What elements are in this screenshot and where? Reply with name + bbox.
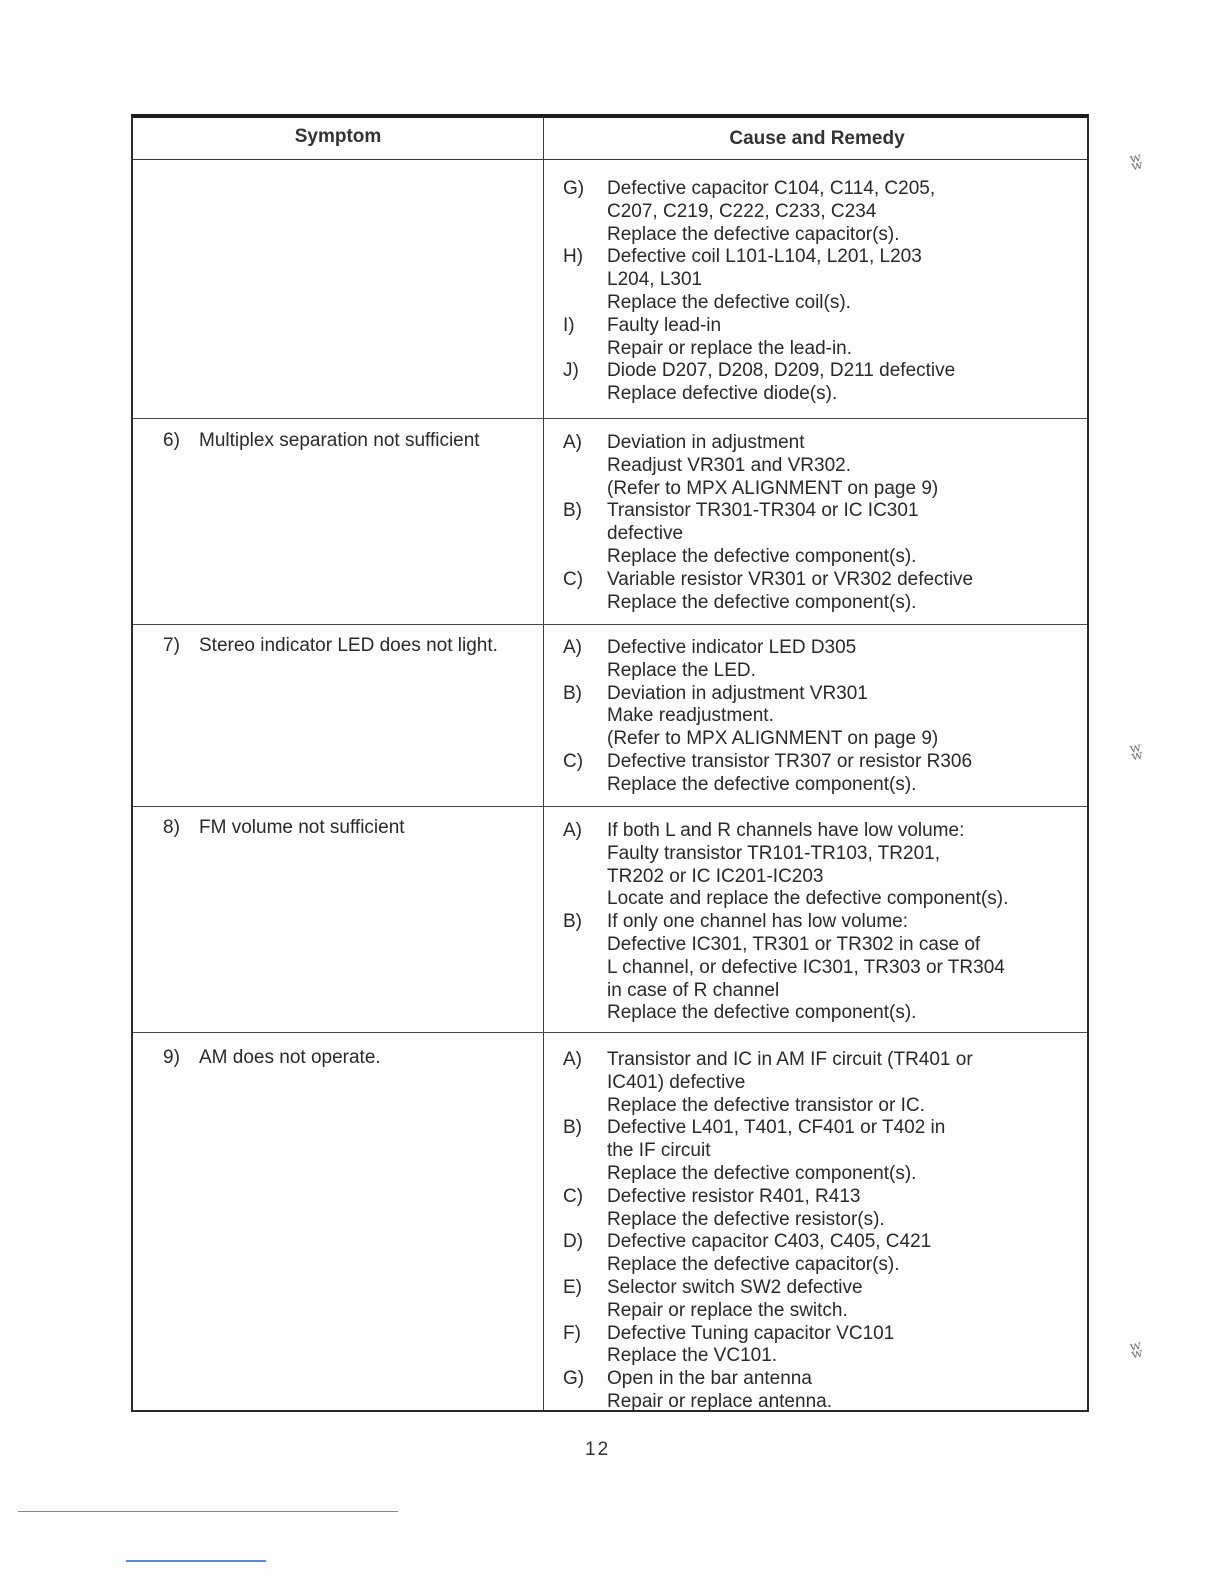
cause-item <box>563 637 1083 683</box>
column-divider <box>543 118 544 1410</box>
cause-line: Make readjustment. <box>607 705 774 727</box>
cause-line: in case of R channel <box>607 979 780 1001</box>
cause-line: Defective resistor R401, R413 <box>607 1185 861 1207</box>
cause-line: Replace the defective component(s). <box>607 545 917 567</box>
header-cause-and-remedy: Cause and Remedy <box>729 128 905 149</box>
cause-letter: I) <box>563 314 575 336</box>
cause-letter: B) <box>563 682 582 704</box>
cause-item <box>563 751 1083 797</box>
cause-line: L204, L301 <box>607 269 703 291</box>
cause-line: Replace the VC101. <box>607 1345 778 1367</box>
cause-line: Defective Tuning capacitor VC101 <box>607 1322 895 1344</box>
cause-line: Selector switch SW2 defective <box>607 1276 863 1298</box>
cause-line: Faulty transistor TR101-TR103, TR201, <box>607 842 940 864</box>
cause-line: Replace the defective transistor or IC. <box>607 1094 925 1116</box>
symptom-text: Stereo indicator LED does not light. <box>199 635 498 656</box>
cause-line: Defective L401, T401, CF401 or T402 in <box>607 1117 946 1139</box>
cause-cell <box>563 432 1083 614</box>
scan-edge-line <box>18 1511 398 1512</box>
cause-item <box>563 500 1083 568</box>
cause-item <box>563 569 1083 615</box>
cause-letter: D) <box>563 1231 584 1253</box>
header-rule <box>133 159 1087 160</box>
cause-line: Open in the bar antenna <box>607 1368 812 1390</box>
cause-letter: F) <box>563 1322 581 1344</box>
cause-item <box>563 1368 1083 1414</box>
troubleshooting-table <box>131 114 1089 1412</box>
cause-line: Repair or replace the switch. <box>607 1299 848 1321</box>
cause-line: (Refer to MPX ALIGNMENT on page 9) <box>607 728 939 750</box>
symptom-text: FM volume not sufficient <box>199 817 405 838</box>
cause-cell <box>563 178 1083 406</box>
cause-item <box>563 1231 1083 1277</box>
cause-item <box>563 911 1083 1025</box>
cause-line: Defective transistor TR307 or resistor R306 <box>607 750 973 772</box>
cause-line: Defective coil L101-L104, L201, L203 <box>607 246 922 268</box>
row-divider <box>133 624 1087 625</box>
cause-line: Replace the defective component(s). <box>607 1002 917 1024</box>
symptom-text: AM does not operate. <box>199 1047 381 1068</box>
cause-line: Transistor TR301-TR304 or IC IC301 <box>607 500 919 522</box>
cause-item <box>563 178 1083 246</box>
cause-letter: C) <box>563 750 584 772</box>
binding-hole-mark: ʬ <box>1127 1336 1146 1365</box>
row-divider <box>133 1032 1087 1033</box>
cause-line: TR202 or IC IC201-IC203 <box>607 865 824 887</box>
row-divider <box>133 806 1087 807</box>
cause-line: Replace the LED. <box>607 659 756 681</box>
symptom-number: 8) <box>163 817 180 838</box>
cause-line: Deviation in adjustment <box>607 432 805 453</box>
cause-item <box>563 1277 1083 1323</box>
cause-item <box>563 432 1083 500</box>
cause-line: Replace the defective resistor(s). <box>607 1208 885 1230</box>
cause-line: Diode D207, D208, D209, D211 defective <box>607 360 956 382</box>
cause-line: Faulty lead-in <box>607 314 722 336</box>
binding-hole-mark: ʬ <box>1127 148 1146 177</box>
cause-line: Deviation in adjustment VR301 <box>607 682 868 704</box>
cause-item <box>563 1117 1083 1185</box>
cause-line: Defective capacitor C104, C114, C205, <box>607 178 936 199</box>
cause-line: Repair or replace the lead-in. <box>607 337 853 359</box>
cause-line: Replace the defective component(s). <box>607 1162 917 1184</box>
page-number: 12 <box>585 1439 611 1460</box>
cause-item <box>563 246 1083 314</box>
cause-letter: J) <box>563 360 579 382</box>
cause-line: L channel, or defective IC301, TR303 or TR304 <box>607 956 1005 978</box>
cause-letter: A) <box>563 637 582 658</box>
cause-line: defective <box>607 523 684 545</box>
cause-letter: E) <box>563 1276 582 1298</box>
cause-line: (Refer to MPX ALIGNMENT on page 9) <box>607 477 939 499</box>
cause-item <box>563 1186 1083 1232</box>
cause-item <box>563 820 1083 911</box>
cause-line: If only one channel has low volume: <box>607 911 909 933</box>
cause-line: Transistor and IC in AM IF circuit (TR401 or <box>607 1049 973 1070</box>
symptom-number: 7) <box>163 635 180 656</box>
cause-item <box>563 1049 1083 1117</box>
cause-letter: H) <box>563 246 584 268</box>
cause-letter: B) <box>563 1117 582 1139</box>
cause-line: Replace the defective capacitor(s). <box>607 223 900 245</box>
cause-line: Replace the defective component(s). <box>607 773 917 795</box>
cause-letter: A) <box>563 820 582 841</box>
cause-cell <box>563 637 1083 797</box>
cause-line: Replace the defective component(s). <box>607 591 917 613</box>
cause-item <box>563 360 1083 406</box>
cause-letter: A) <box>563 1049 582 1070</box>
cause-line: If both L and R channels have low volume: <box>607 820 965 841</box>
cause-line: Readjust VR301 and VR302. <box>607 454 851 476</box>
cause-letter: A) <box>563 432 582 453</box>
cause-item <box>563 315 1083 361</box>
scan-artifact-line <box>126 1560 266 1562</box>
symptom-number: 9) <box>163 1047 180 1068</box>
cause-letter: G) <box>563 178 585 199</box>
cause-cell <box>563 1049 1083 1414</box>
cause-line: Replace the defective capacitor(s). <box>607 1254 900 1276</box>
cause-line: Variable resistor VR301 or VR302 defective <box>607 568 974 590</box>
cause-line: IC401) defective <box>607 1071 746 1093</box>
cause-line: Defective IC301, TR301 or TR302 in case of <box>607 933 981 955</box>
header-symptom: Symptom <box>294 126 382 147</box>
cause-letter: C) <box>563 1185 584 1207</box>
cause-line: the IF circuit <box>607 1140 711 1162</box>
cause-line: Locate and replace the defective component(s). <box>607 888 1009 910</box>
cause-item <box>563 683 1083 751</box>
cause-cell <box>563 820 1083 1025</box>
cause-line: Defective capacitor C403, C405, C421 <box>607 1231 932 1253</box>
cause-line: Defective indicator LED D305 <box>607 637 857 658</box>
cause-item <box>563 1323 1083 1369</box>
symptom-text: Multiplex separation not sufficient <box>199 430 480 451</box>
cause-line: Replace defective diode(s). <box>607 383 838 405</box>
cause-line: Replace the defective coil(s). <box>607 291 851 313</box>
cause-letter: B) <box>563 911 582 933</box>
cause-letter: C) <box>563 568 584 590</box>
symptom-number: 6) <box>163 430 180 451</box>
binding-hole-mark: ʬ <box>1127 738 1146 767</box>
cause-letter: G) <box>563 1368 585 1390</box>
row-divider <box>133 418 1087 419</box>
cause-line: Repair or replace antenna. <box>607 1390 832 1412</box>
cause-line: C207, C219, C222, C233, C234 <box>607 200 877 222</box>
cause-letter: B) <box>563 500 582 522</box>
